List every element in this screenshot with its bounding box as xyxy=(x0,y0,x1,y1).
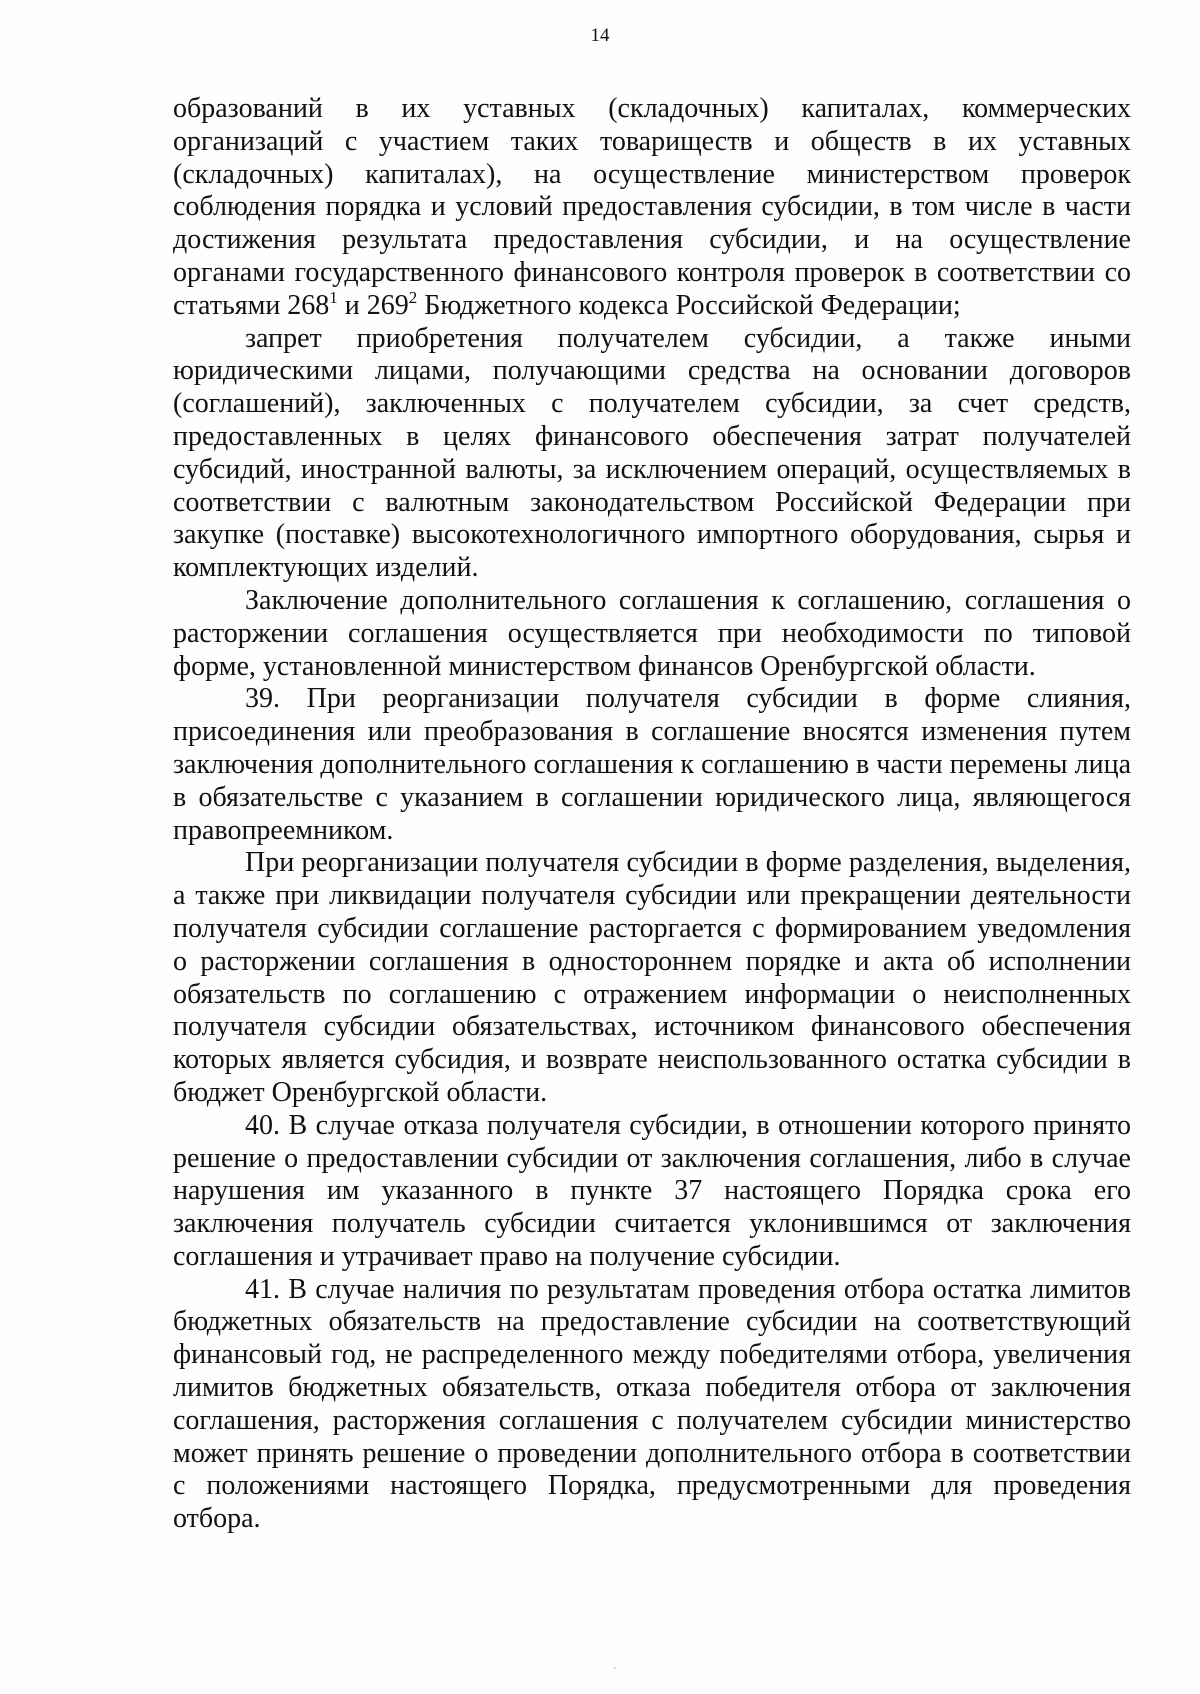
page-number: 14 xyxy=(590,25,610,46)
continuation-text-start: образований в их уставных (складочных) капиталах, коммерческих организаций с участием таких товариществ и обществ в их уставных (складочных) капиталах), на осуществление министерством проверок соблюдения порядка и условий предоставления субсидии, в том числе в части достижения результата предоставления субсидии, и на осуществление органами государственного финансового контроля проверок в соответствии со статьями 268 xyxy=(173,93,1131,321)
clause-41-paragraph xyxy=(173,1274,1131,1536)
clause-number: 39. xyxy=(245,683,280,715)
clause-number: 41. xyxy=(245,1273,280,1305)
currency-prohibition-paragraph xyxy=(173,323,1131,585)
additional-agreement-paragraph xyxy=(173,585,1131,683)
clause-number: 40. xyxy=(245,1109,280,1141)
paragraph-text: При реорганизации получателя субсидии в форме слияния, присоединения или преобразования в соглашение вносятся изменения путем заключения дополнительного соглашения к соглашению в части перемены лица в обязательстве с указанием в соглашении юридического лица, являющегося правопреемником. xyxy=(173,683,1131,846)
scan-dot xyxy=(614,1667,616,1669)
continuation-paragraph xyxy=(173,93,1131,323)
clause-40-paragraph xyxy=(173,1110,1131,1274)
paragraph-text: В случае наличия по результатам проведения отбора остатка лимитов бюджетных обязательств на предоставление субсидии на соответствующий финансовый год, не распределенного между победителями отбора, увеличения лимитов бюджетных обязательств, отказа победителя отбора от заключения соглашения, расторжения соглашения с получателем субсидии министерство может принять решение о проведении дополнительного отбора в соответствии с положениями настоящего Порядка, предусмотренными для проведения отбора. xyxy=(173,1273,1131,1535)
clause-39-paragraph xyxy=(173,683,1131,847)
paragraph-text: При реорганизации получателя субсидии в форме разделения, выделения, а также при ликвидации получателя субсидии или прекращении деятельности получателя субсидии соглашение расторгается с формированием уведомления о расторжении соглашения в одностороннем порядке и акта об исполнении обязательств по соглашению с отражением информации о неисполненных получателя субсидии обязательствах, источником финансового обеспечения которых является субсидия, и возврате неиспользованного остатка субсидии в бюджет Оренбургской области. xyxy=(173,847,1131,1108)
paragraph-text: В случае отказа получателя субсидии, в отношении которого принято решение о предоставлении субсидии от заключения соглашения, либо в случае нарушения им указанного в пункте 37 настоящего Порядка срока его заключения получатель субсидии считается уклонившимся от заключения соглашения и утрачивает право на получение субсидии. xyxy=(173,1109,1131,1272)
article-268-superscript: 1 xyxy=(329,287,338,307)
paragraph-text: Заключение дополнительного соглашения к соглашению, соглашения о расторжении соглашения осуществляется при необходимости по типовой форме, установленной министерством финансов Оренбургской области. xyxy=(173,584,1131,682)
reorganization-termination-paragraph xyxy=(173,847,1131,1109)
paragraph-text: запрет приобретения получателем субсидии, а также иными юридическими лицами, получающими средства на основании договоров (соглашений), заключенных с получателем субсидии, за счет средств, предоставленных в целях финансового обеспечения затрат получателей субсидий, иностранной валюты, за исключением операций, осуществляемых в соответствии с валютным законодательством Российской Федерации при закупке (поставке) высокотехнологичного импортного оборудования, сырья и комплектующих изделий. xyxy=(173,322,1131,584)
continuation-text-middle: и 269 xyxy=(337,289,409,321)
continuation-text-end: Бюджетного кодекса Российской Федерации; xyxy=(417,289,961,321)
article-269-superscript: 2 xyxy=(408,287,418,307)
document-content xyxy=(173,93,1131,1536)
